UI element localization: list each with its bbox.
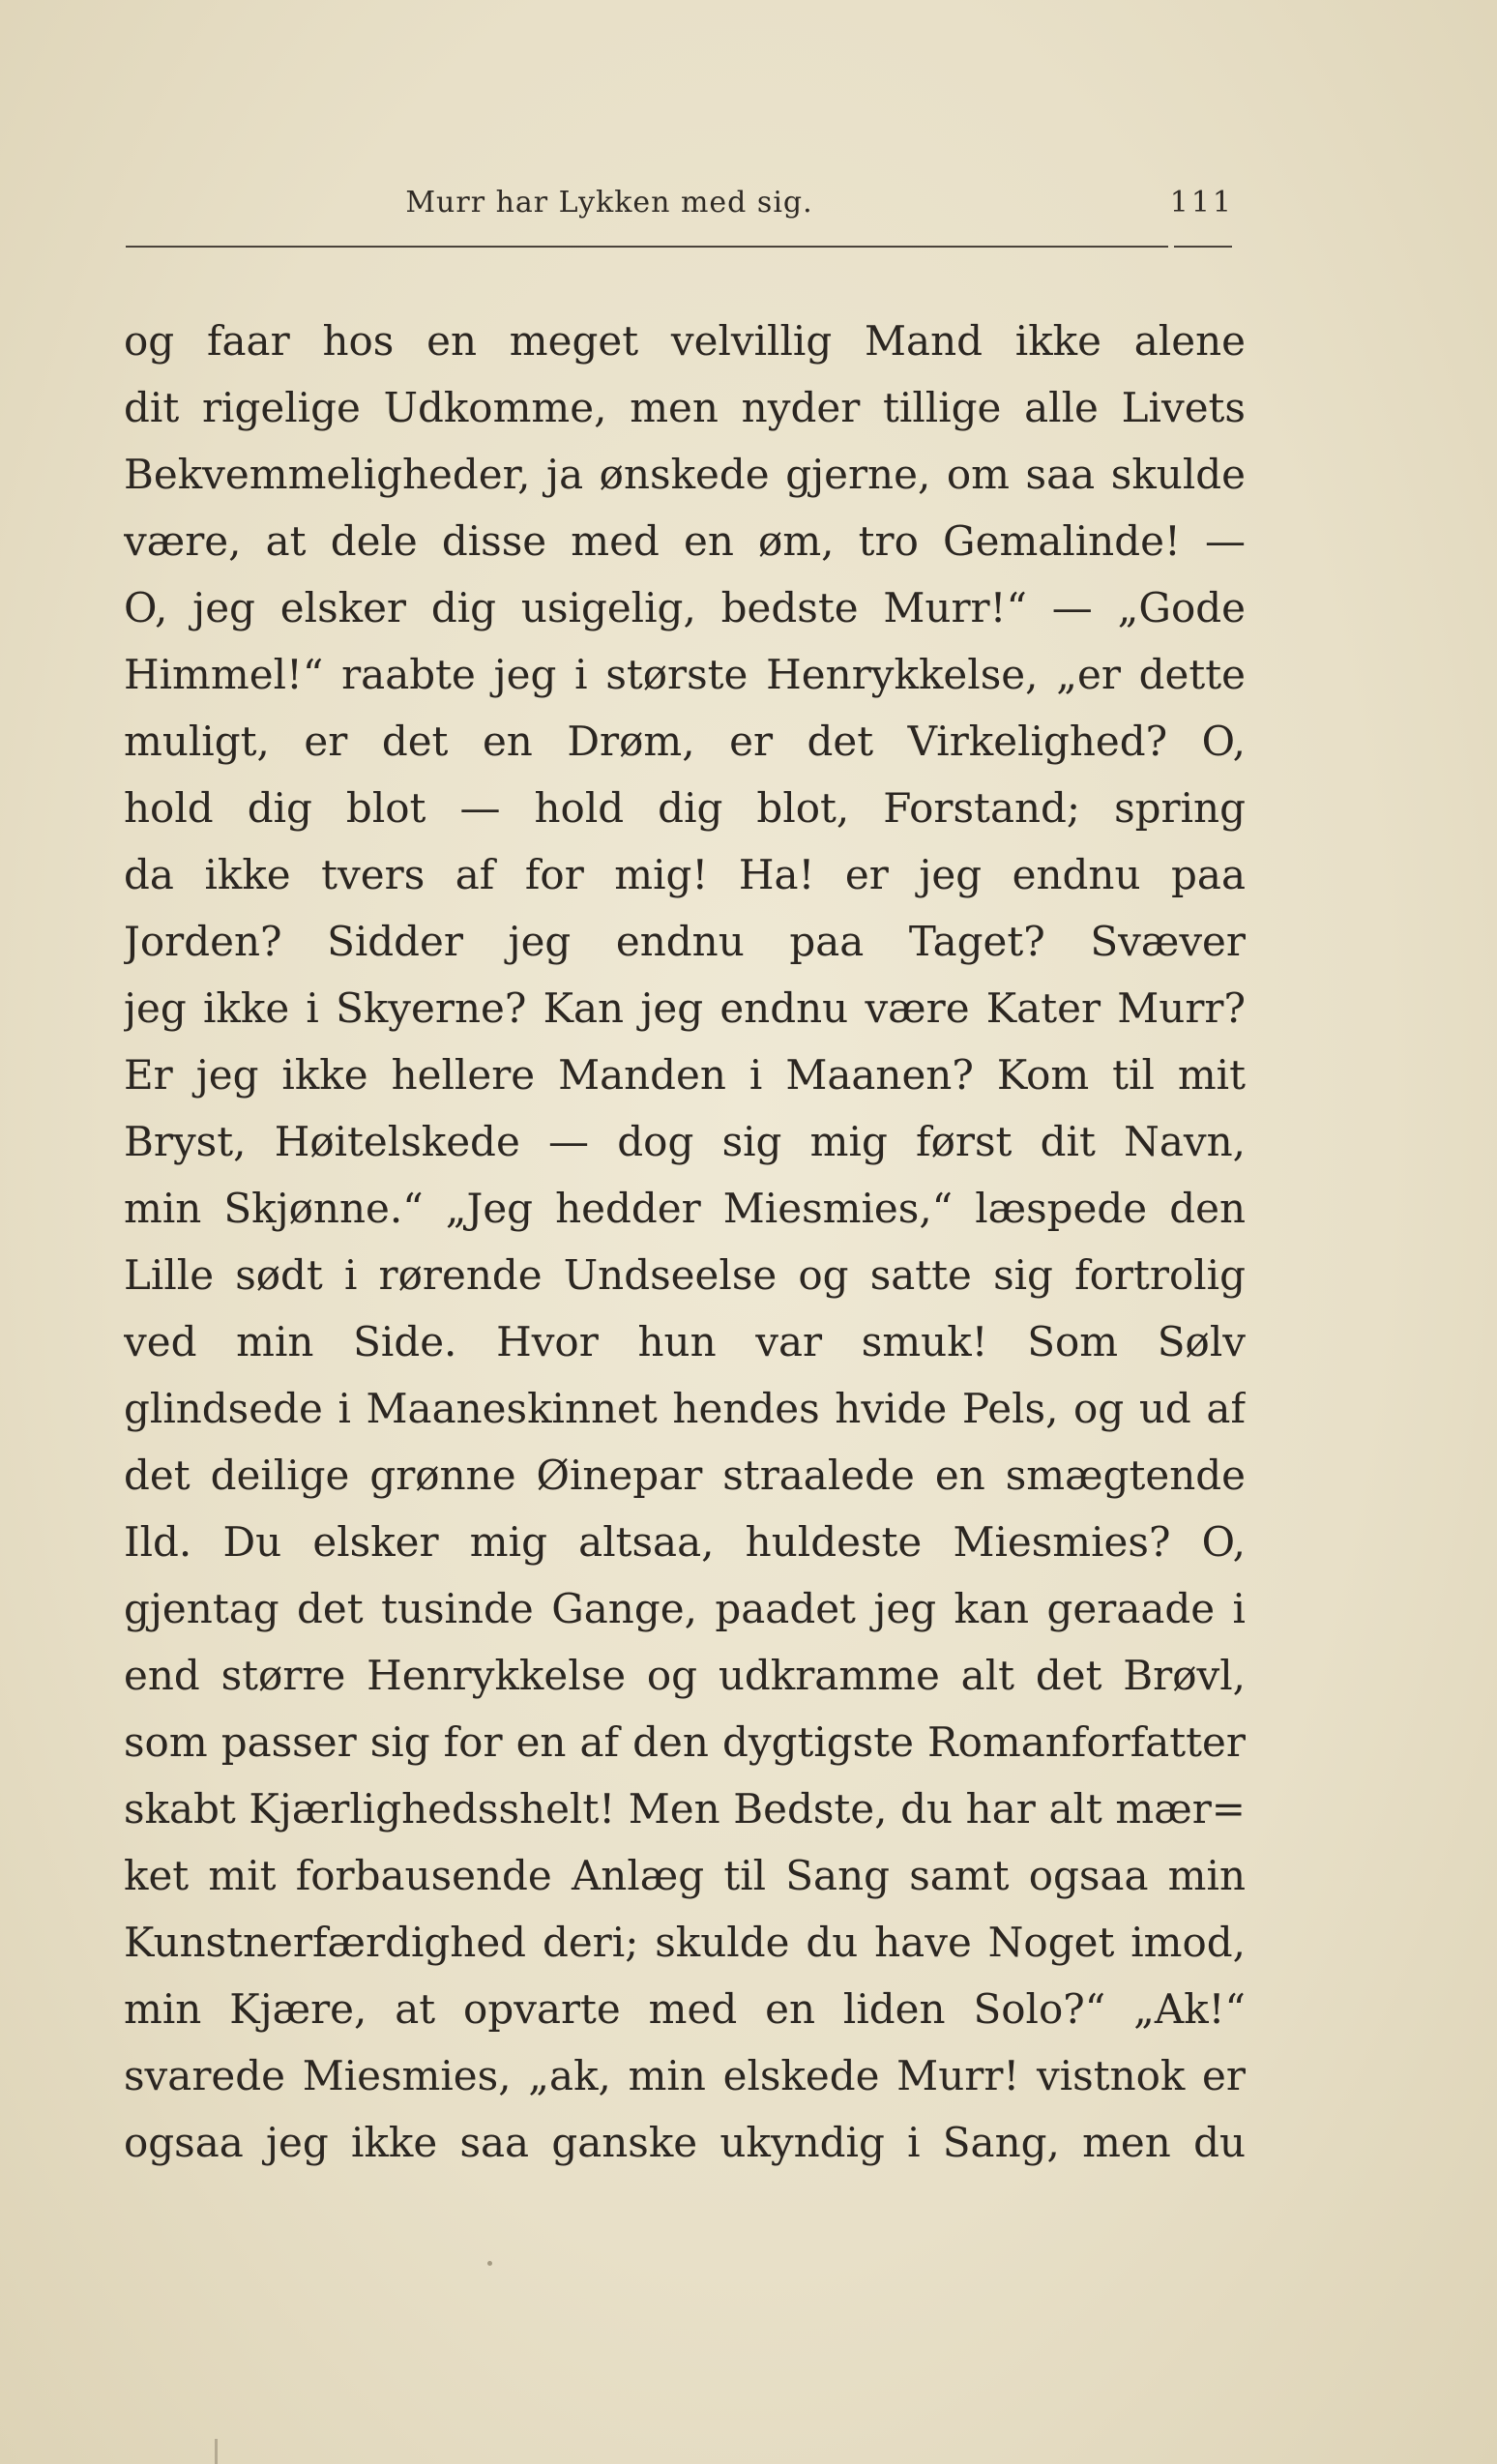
text-line: muligt, er det en Drøm, er det Virkelighed? O, [124, 718, 1246, 765]
text-line: da ikke tvers af for mig! Ha! er jeg endnu paa [124, 851, 1246, 898]
text-line: min Kjære, at opvarte med en liden Solo?“ „Ak!“ [124, 1985, 1246, 2033]
text-line: Bekvemmeligheder, ja ønskede gjerne, om saa skulde [124, 451, 1246, 498]
text-line: gjentag det tusinde Gange, paadet jeg kan geraade i [124, 1585, 1246, 1632]
text-line: det deilige grønne Øinepar straalede en smægtende [124, 1452, 1246, 1499]
text-line: hold dig blot — hold dig blot, Forstand; spring [124, 784, 1246, 832]
text-line: svarede Miesmies, „ak, min elskede Murr! vistnok er [124, 2052, 1246, 2099]
text-line: dit rigelige Udkomme, men nyder tillige alle Livets [124, 384, 1246, 431]
text-line: Er jeg ikke hellere Manden i Maanen? Kom til mit [124, 1051, 1246, 1099]
text-line: end større Henrykkelse og udkramme alt det Brøvl, [124, 1652, 1246, 1699]
text-line: ved min Side. Hvor hun var smuk! Som Sølv [124, 1318, 1246, 1365]
text-line: jeg ikke i Skyerne? Kan jeg endnu være Kater Murr? [124, 984, 1246, 1032]
body-text [124, 308, 1246, 2176]
page-number: 111 [1169, 186, 1234, 220]
text-line: Lille sødt i rørende Undseelse og satte sig fortrolig [124, 1251, 1246, 1299]
text-line: glindsede i Maaneskinnet hendes hvide Pels, og ud af [124, 1385, 1246, 1432]
text-line: min Skjønne.“ „Jeg hedder Miesmies,“ læspede den [124, 1185, 1246, 1232]
text-line: Jorden? Sidder jeg endnu paa Taget? Svæver [124, 918, 1246, 965]
paper-speck [487, 2261, 492, 2266]
text-line: O, jeg elsker dig usigelig, bedste Murr!“ — „Gode [124, 584, 1246, 631]
text-line: Bryst, Høitelskede — dog sig mig først dit Navn, [124, 1118, 1246, 1165]
text-line: skabt Kjærlighedsshelt! Men Bedste, du har alt mær= [124, 1785, 1246, 1833]
text-line: være, at dele disse med en øm, tro Gemalinde! — [124, 517, 1246, 565]
running-head [126, 180, 1234, 228]
header-rule [126, 246, 1168, 248]
text-line: ket mit forbausende Anlæg til Sang samt ogsaa min [124, 1852, 1246, 1899]
text-line: Kunstnerfærdighed deri; skulde du have Noget imod, [124, 1919, 1246, 1966]
header-rule-short [1174, 246, 1232, 248]
text-line: Himmel!“ raabte jeg i største Henrykkelse, „er dette [124, 651, 1246, 698]
text-line: ogsaa jeg ikke saa ganske ukyndig i Sang, men du [124, 2119, 1246, 2166]
text-line: og faar hos en meget velvillig Mand ikke alene [124, 317, 1246, 365]
text-line: som passer sig for en af den dygtigste Romanforfatter [124, 1718, 1246, 1766]
text-line: Ild. Du elsker mig altsaa, huldeste Miesmies? O, [124, 1518, 1246, 1566]
running-title: Murr har Lykken med sig. [405, 186, 813, 220]
paper-edge-mark [215, 2439, 218, 2464]
